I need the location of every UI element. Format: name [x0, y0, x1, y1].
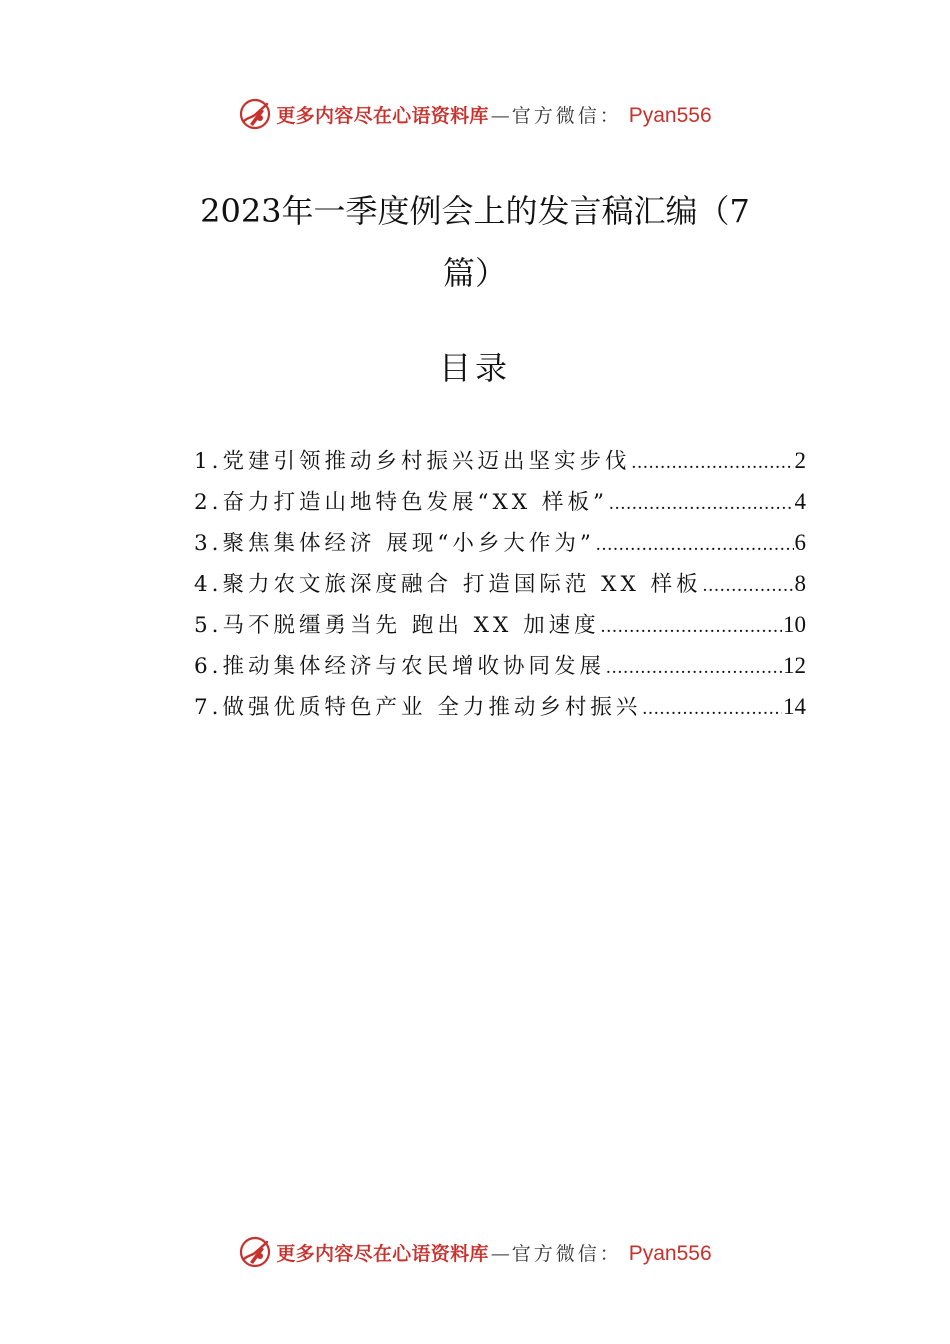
- toc-entry-title: 6.推动集体经济与农民增收协同发展: [194, 654, 606, 679]
- banner-main-text: 更多内容尽在心语资料库: [276, 104, 489, 127]
- toc-dot-leader: [601, 616, 782, 638]
- banner-colon: ：: [599, 104, 619, 127]
- toc-entry-3[interactable]: [194, 526, 806, 567]
- toc-page-number: 6: [794, 530, 806, 555]
- toc-dot-leader: [632, 452, 794, 474]
- banner-separator: —: [490, 104, 510, 127]
- banner-text: [276, 101, 711, 128]
- toc-dot-leader: [703, 575, 794, 597]
- banner-separator: —: [490, 1242, 510, 1265]
- toc-dot-leader: [642, 698, 782, 720]
- banner-text: [276, 1239, 711, 1266]
- banner-wechat-id: Pyan556: [628, 103, 712, 127]
- toc-entry-title: 4.聚力农文旅深度融合 打造国际范 XX 样板: [194, 572, 702, 597]
- toc-page-number: 8: [794, 571, 806, 596]
- toc-heading: 目录: [438, 349, 511, 387]
- banner-colon: ：: [599, 1242, 619, 1265]
- banner-wechat-label: 官方微信: [511, 1242, 600, 1265]
- toc-dot-leader: [596, 534, 794, 556]
- bottom-watermark-banner: [0, 1232, 950, 1272]
- toc-entry-2[interactable]: [194, 485, 806, 526]
- toc-entry-title: 5.马不脱缰勇当先 跑出 XX 加速度: [194, 613, 600, 638]
- toc-entry-6[interactable]: [194, 649, 806, 690]
- top-watermark-banner: [0, 94, 950, 134]
- toc-entry-title: 3.聚焦集体经济 展现“小乡大作为”: [194, 531, 595, 556]
- toc-entry-4[interactable]: [194, 567, 806, 608]
- banner-wechat-label: 官方微信: [511, 104, 600, 127]
- document-title-line-2: 篇）: [442, 254, 507, 292]
- toc-entry-title: 1.党建引领推动乡村振兴迈出坚实步伐: [194, 449, 631, 474]
- toc-dot-leader: [606, 657, 782, 679]
- document-title-line-1: 2023年一季度例会上的发言稿汇编（7: [200, 192, 750, 230]
- document-title: [150, 180, 800, 304]
- toc-page-number: 10: [783, 612, 806, 637]
- banner-main-text: 更多内容尽在心语资料库: [276, 1242, 489, 1265]
- toc-dot-leader: [609, 493, 794, 515]
- toc-entry-7[interactable]: [194, 690, 806, 731]
- toc-page-number: 14: [783, 694, 806, 719]
- toc-entry-title: 2.奋力打造山地特色发展“XX 样板”: [194, 490, 608, 515]
- toc-page-number: 2: [794, 448, 806, 473]
- pen-logo-icon: [238, 1235, 272, 1269]
- pen-logo-icon: [238, 97, 272, 131]
- toc-entry-1[interactable]: [194, 444, 806, 485]
- table-of-contents: [194, 444, 806, 731]
- banner-wechat-id: Pyan556: [628, 1241, 712, 1265]
- toc-page-number: 12: [783, 653, 806, 678]
- toc-entry-5[interactable]: [194, 608, 806, 649]
- toc-entry-title: 7.做强优质特色产业 全力推动乡村振兴: [194, 695, 642, 720]
- toc-page-number: 4: [794, 489, 806, 514]
